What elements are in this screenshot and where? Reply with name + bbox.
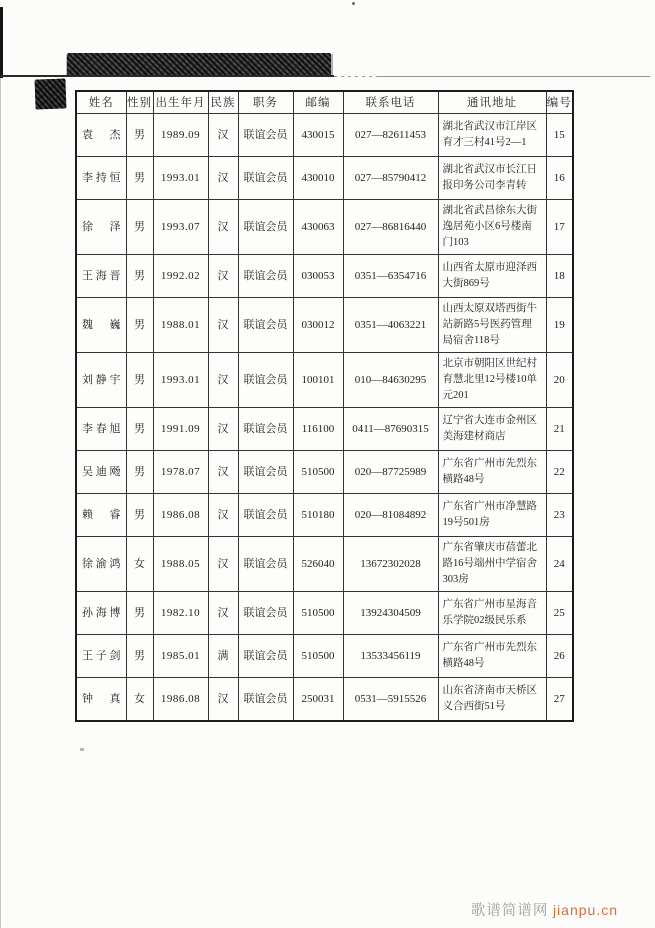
cell-gender: 男 [126,592,153,635]
cell-address: 湖北省武昌徐东大街逸居苑小区6号楼南门103 [438,200,546,255]
cell-address: 广东省广州市星海音乐学院02级民乐系 [438,592,546,635]
table-row [76,408,573,451]
cell-address: 广东省肇庆市蓓蕾北路16号端州中学宿舍303房 [438,537,546,592]
member-directory-table [75,90,574,722]
cell-phone: 0351—4063221 [343,298,438,353]
cell-name: 徐渝鸿 [76,537,126,592]
cell-postal: 510500 [293,592,343,635]
cell-gender: 男 [126,255,153,298]
cell-address: 北京市朝阳区世纪村育慧北里12号楼10单元201 [438,353,546,408]
cell-postal: 430010 [293,157,343,200]
cell-title: 联谊会员 [238,200,293,255]
cell-address: 山东省济南市天桥区义合西街51号 [438,678,546,722]
cell-no: 19 [546,298,573,353]
cell-postal: 430015 [293,114,343,157]
cell-birth: 1993.01 [153,157,208,200]
scan-speck-bottom [80,748,84,751]
cell-ethnicity: 汉 [208,200,238,255]
cell-birth: 1978.07 [153,451,208,494]
cell-ethnicity: 汉 [208,157,238,200]
cell-gender: 女 [126,678,153,722]
cell-postal: 510500 [293,451,343,494]
cell-phone: 010—84630295 [343,353,438,408]
cell-birth: 1986.08 [153,678,208,722]
table-row [76,353,573,408]
cell-name: 袁 杰 [76,114,126,157]
cell-name: 李持恒 [76,157,126,200]
cell-ethnicity: 汉 [208,408,238,451]
watermark-site-name: 歌谱简谱网 [470,903,549,919]
cell-name: 王子剑 [76,635,126,678]
cell-title: 联谊会员 [238,114,293,157]
cell-phone: 027—85790412 [343,157,438,200]
cell-title: 联谊会员 [238,537,293,592]
cell-address: 湖北省武汉市江岸区育才三村41号2—1 [438,114,546,157]
watermark-site-url: jianpu.cn [552,902,618,918]
cell-name: 刘静宇 [76,353,126,408]
cell-postal: 030012 [293,298,343,353]
column-header: 邮编 [293,91,343,114]
cell-postal: 430063 [293,200,343,255]
cell-name: 魏 巍 [76,298,126,353]
column-header: 通讯地址 [438,91,546,114]
cell-gender: 男 [126,298,153,353]
table-row [76,114,573,157]
header-rule-light-segment [378,76,650,77]
table-row [76,157,573,200]
cell-no: 21 [546,408,573,451]
cell-no: 16 [546,157,573,200]
column-header: 出生年月 [153,91,208,114]
cell-address: 山西太原双塔西街牛站新路5号医药管理局宿舍118号 [438,298,546,353]
column-header: 性别 [126,91,153,114]
cell-no: 26 [546,635,573,678]
header-rule-dotted-segment [334,76,378,77]
cell-name: 赖 睿 [76,494,126,537]
cell-address: 湖北省武汉市长江日报印务公司李青转 [438,157,546,200]
cell-birth: 1993.01 [153,353,208,408]
cell-no: 22 [546,451,573,494]
cell-name: 孙海博 [76,592,126,635]
cell-title: 联谊会员 [238,298,293,353]
table-row [76,635,573,678]
scan-speck-top [352,2,355,5]
cell-phone: 020—87725989 [343,451,438,494]
cell-address: 辽宁省大连市金州区美海建材商店 [438,408,546,451]
watermark [471,899,618,920]
cell-phone: 027—86816440 [343,200,438,255]
cell-title: 联谊会员 [238,353,293,408]
scan-edge-line-bottom [0,78,1,928]
cell-title: 联谊会员 [238,408,293,451]
cell-name: 钟 真 [76,678,126,722]
cell-ethnicity: 汉 [208,494,238,537]
cell-title: 联谊会员 [238,255,293,298]
cell-gender: 男 [126,157,153,200]
cell-gender: 男 [126,451,153,494]
cell-gender: 男 [126,114,153,157]
cell-postal: 510180 [293,494,343,537]
cell-title: 联谊会员 [238,592,293,635]
cell-title: 联谊会员 [238,635,293,678]
cell-name: 徐 泽 [76,200,126,255]
cell-address: 广东省广州市净慧路19号501房 [438,494,546,537]
cell-ethnicity: 汉 [208,678,238,722]
scan-edge-line-top [0,7,3,78]
cell-title: 联谊会员 [238,451,293,494]
cell-birth: 1989.09 [153,114,208,157]
cell-ethnicity: 汉 [208,592,238,635]
cell-no: 24 [546,537,573,592]
table-header-row [76,91,573,114]
cell-no: 18 [546,255,573,298]
cell-birth: 1991.09 [153,408,208,451]
cell-name: 王海晋 [76,255,126,298]
cell-no: 23 [546,494,573,537]
cell-postal: 030053 [293,255,343,298]
cell-gender: 男 [126,408,153,451]
cell-ethnicity: 汉 [208,298,238,353]
cell-gender: 男 [126,353,153,408]
table-row [76,451,573,494]
table-row [76,255,573,298]
cell-name: 吴迪飏 [76,451,126,494]
cell-address: 山西省太原市迎泽西大街869号 [438,255,546,298]
cell-phone: 13533456119 [343,635,438,678]
cell-birth: 1988.05 [153,537,208,592]
table-row [76,200,573,255]
table-row [76,592,573,635]
cell-postal: 250031 [293,678,343,722]
cell-ethnicity: 汉 [208,353,238,408]
header-rule-dark-segment [0,75,334,77]
cell-phone: 0411—87690315 [343,408,438,451]
column-header: 联系电话 [343,91,438,114]
cell-birth: 1992.02 [153,255,208,298]
cell-postal: 510500 [293,635,343,678]
table-row [76,537,573,592]
cell-ethnicity: 汉 [208,255,238,298]
cell-name: 李春旭 [76,408,126,451]
cell-ethnicity: 汉 [208,114,238,157]
column-header: 姓名 [76,91,126,114]
cell-address: 广东省广州市先烈东横路48号 [438,451,546,494]
table-row [76,298,573,353]
cell-no: 20 [546,353,573,408]
cell-birth: 1982.10 [153,592,208,635]
cell-phone: 027—82611453 [343,114,438,157]
cell-title: 联谊会员 [238,157,293,200]
cell-phone: 13672302028 [343,537,438,592]
cell-phone: 13924304509 [343,592,438,635]
column-header: 职务 [238,91,293,114]
smudged-running-head [67,53,331,76]
cell-postal: 116100 [293,408,343,451]
cell-no: 25 [546,592,573,635]
column-header: 民族 [208,91,238,114]
cell-gender: 男 [126,200,153,255]
cell-gender: 男 [126,635,153,678]
table-row [76,494,573,537]
cell-phone: 020—81084892 [343,494,438,537]
column-header: 编号 [546,91,573,114]
cell-title: 联谊会员 [238,678,293,722]
cell-ethnicity: 汉 [208,537,238,592]
table-row [76,678,573,722]
cell-no: 27 [546,678,573,722]
cell-birth: 1986.08 [153,494,208,537]
cell-birth: 1985.01 [153,635,208,678]
cell-postal: 100101 [293,353,343,408]
cell-gender: 男 [126,494,153,537]
cell-phone: 0531—5915526 [343,678,438,722]
cell-ethnicity: 汉 [208,451,238,494]
cell-ethnicity: 满 [208,635,238,678]
cell-gender: 女 [126,537,153,592]
cell-no: 17 [546,200,573,255]
cell-no: 15 [546,114,573,157]
ink-blob [34,78,66,109]
cell-phone: 0351—6354716 [343,255,438,298]
cell-address: 广东省广州市先烈东横路48号 [438,635,546,678]
cell-title: 联谊会员 [238,494,293,537]
cell-birth: 1988.01 [153,298,208,353]
cell-birth: 1993.07 [153,200,208,255]
cell-postal: 526040 [293,537,343,592]
